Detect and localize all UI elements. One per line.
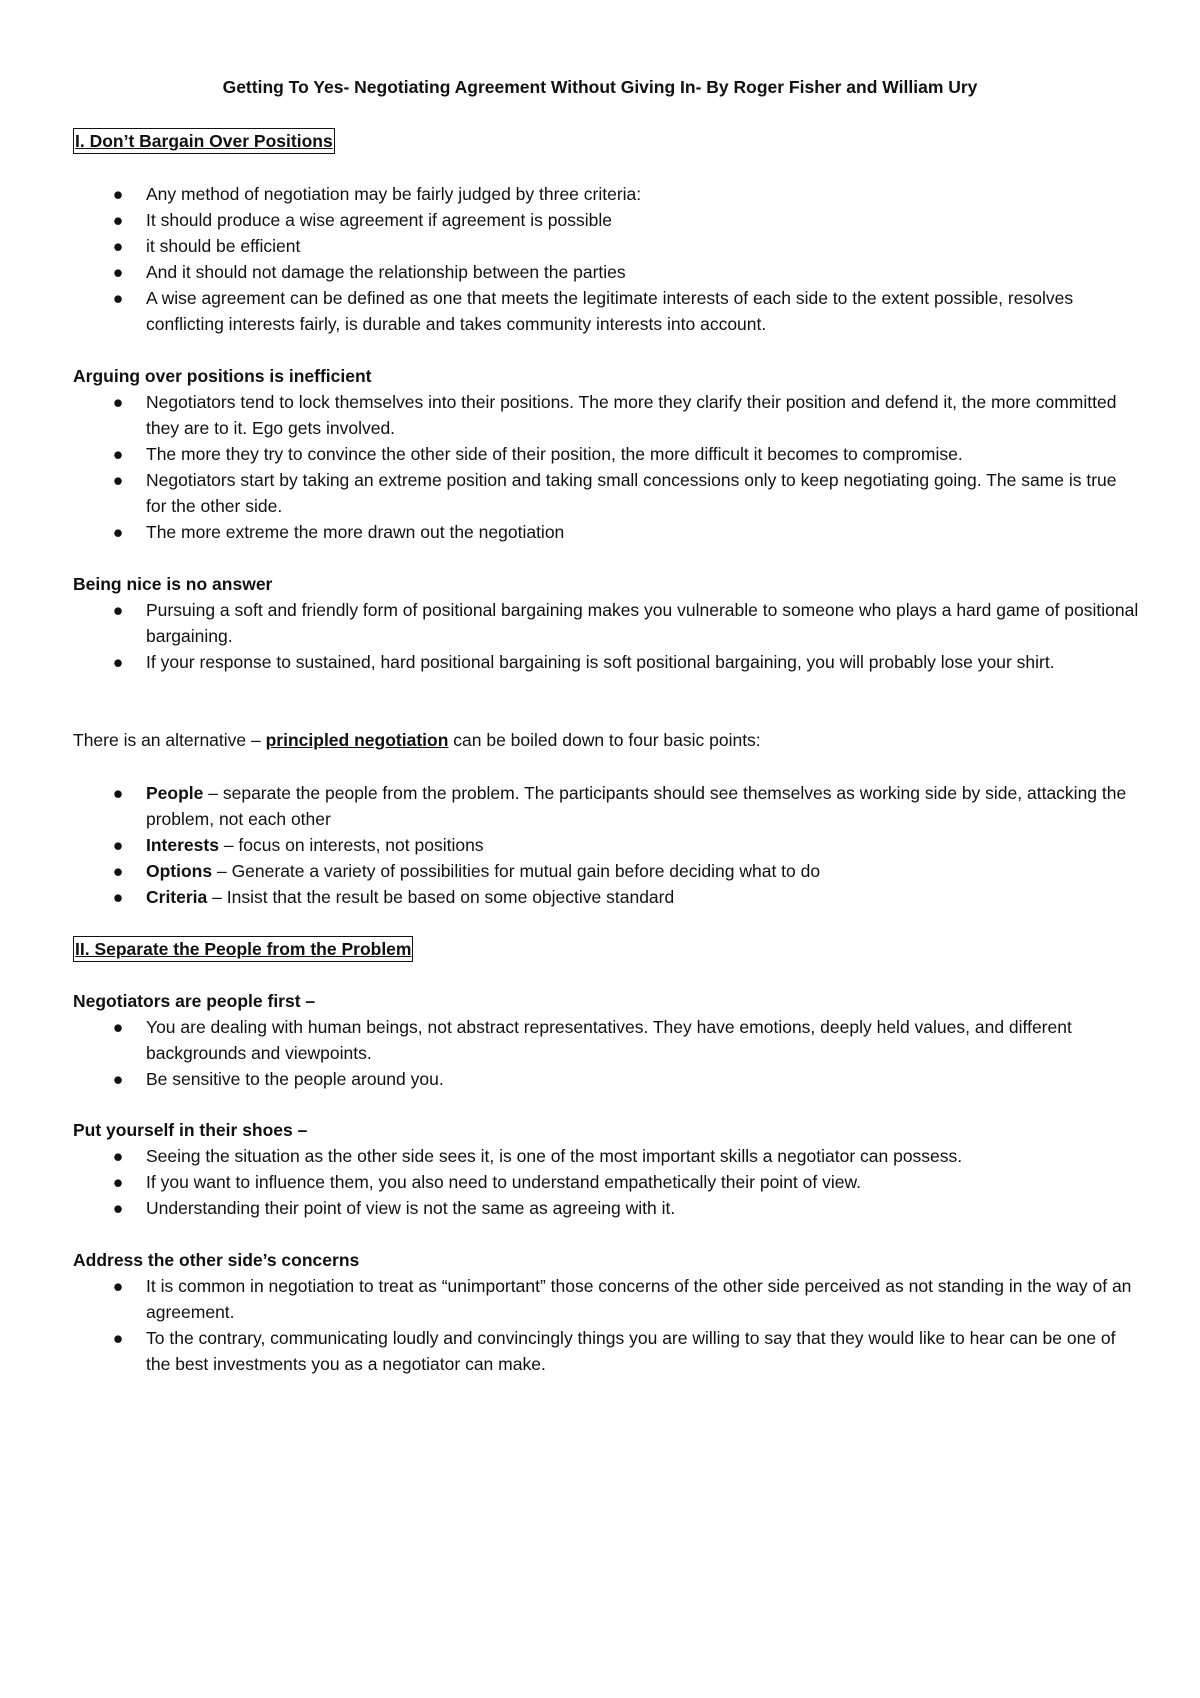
bullet-icon: ● <box>112 1146 124 1166</box>
bullet-icon: ● <box>112 1328 124 1348</box>
list-item: ● it should be efficient <box>0 233 1200 259</box>
bullet-icon: ● <box>112 600 124 620</box>
concerns-list <box>0 1273 1200 1377</box>
list-item: ● Criteria – Insist that the result be based on some objective standard <box>0 884 1200 910</box>
subheading-arguing: Arguing over positions is inefficient <box>73 366 372 386</box>
section-heading-2: II. Separate the People from the Problem <box>73 936 413 962</box>
list-item: ● Interests – focus on interests, not positions <box>0 832 1200 858</box>
list-item: ● It should produce a wise agreement if agreement is possible <box>0 207 1200 233</box>
list-item: ● A wise agreement can be defined as one that meets the legitimate interests of each side to the extent possible, resolves conflicting interests fairly, is durable and takes community interests into account. <box>0 285 1200 337</box>
bullet-icon: ● <box>112 262 124 282</box>
bullet-icon: ● <box>112 288 124 308</box>
list-item: ● You are dealing with human beings, not abstract representatives. They have emotions, deeply held values, and different backgrounds and viewpoints. <box>0 1014 1200 1066</box>
bullet-icon: ● <box>112 210 124 230</box>
bullet-icon: ● <box>112 1276 124 1296</box>
bullet-icon: ● <box>112 444 124 464</box>
bullet-icon: ● <box>112 522 124 542</box>
list-item: ● Negotiators start by taking an extreme position and taking small concessions only to keep negotiating going. The same is true for the other side. <box>0 467 1200 519</box>
bullet-icon: ● <box>112 1069 124 1089</box>
shoes-list <box>0 1143 1200 1221</box>
bullet-icon: ● <box>112 861 124 881</box>
four-points-list <box>0 780 1200 910</box>
list-item: ● Negotiators tend to lock themselves into their positions. The more they clarify their position and defend it, the more committed they are to it. Ego gets involved. <box>0 389 1200 441</box>
bullet-icon: ● <box>112 652 124 672</box>
list-item: ● People – separate the people from the problem. The participants should see themselves as working side by side, attacking the problem, not each other <box>0 780 1200 832</box>
list-item: ● It is common in negotiation to treat as “unimportant” those concerns of the other side perceived as not standing in the way of an agreement. <box>0 1273 1200 1325</box>
subheading-nice: Being nice is no answer <box>73 574 273 594</box>
bullet-icon: ● <box>112 470 124 490</box>
list-item: ● Pursuing a soft and friendly form of positional bargaining makes you vulnerable to someone who plays a hard game of positional bargaining. <box>0 597 1200 649</box>
bullet-icon: ● <box>112 835 124 855</box>
list-item: ● Understanding their point of view is not the same as agreeing with it. <box>0 1195 1200 1221</box>
principled-negotiation-term: principled negotiation <box>265 730 449 750</box>
bullet-icon: ● <box>112 236 124 256</box>
list-item: ● And it should not damage the relationship between the parties <box>0 259 1200 285</box>
bullet-icon: ● <box>112 887 124 907</box>
document-title: Getting To Yes- Negotiating Agreement Without Giving In- By Roger Fisher and William Ury <box>222 77 978 97</box>
list-item: ● If your response to sustained, hard positional bargaining is soft positional bargaining, you will probably lose your shirt. <box>0 649 1200 675</box>
list-item: ● To the contrary, communicating loudly and convincingly things you are willing to say that they would like to hear can be one of the best investments you as a negotiator can make. <box>0 1325 1200 1377</box>
bullet-icon: ● <box>112 1172 124 1192</box>
subheading-shoes: Put yourself in their shoes – <box>73 1120 308 1140</box>
list-item: ● Options – Generate a variety of possibilities for mutual gain before deciding what to do <box>0 858 1200 884</box>
criteria-list <box>0 181 1200 337</box>
nice-list <box>0 597 1200 675</box>
people-first-list <box>0 1014 1200 1092</box>
list-item: ● Any method of negotiation may be fairly judged by three criteria: <box>0 181 1200 207</box>
bullet-icon: ● <box>112 392 124 412</box>
list-item: ● The more extreme the more drawn out the negotiation <box>0 519 1200 545</box>
subheading-people-first: Negotiators are people first – <box>73 991 316 1011</box>
bullet-icon: ● <box>112 1198 124 1218</box>
bullet-icon: ● <box>112 783 124 803</box>
section-heading-1: I. Don’t Bargain Over Positions <box>73 128 335 154</box>
list-item: ● The more they try to convince the other side of their position, the more difficult it becomes to compromise. <box>0 441 1200 467</box>
list-item: ● If you want to influence them, you also need to understand empathetically their point of view. <box>0 1169 1200 1195</box>
bullet-icon: ● <box>112 184 124 204</box>
bullet-icon: ● <box>112 1017 124 1037</box>
alternative-paragraph: There is an alternative – principled negotiation can be boiled down to four basic points: <box>73 730 761 750</box>
list-item: ● Seeing the situation as the other side sees it, is one of the most important skills a negotiator can possess. <box>0 1143 1200 1169</box>
subheading-concerns: Address the other side’s concerns <box>73 1250 360 1270</box>
list-item: ● Be sensitive to the people around you. <box>0 1066 1200 1092</box>
arguing-list <box>0 389 1200 545</box>
